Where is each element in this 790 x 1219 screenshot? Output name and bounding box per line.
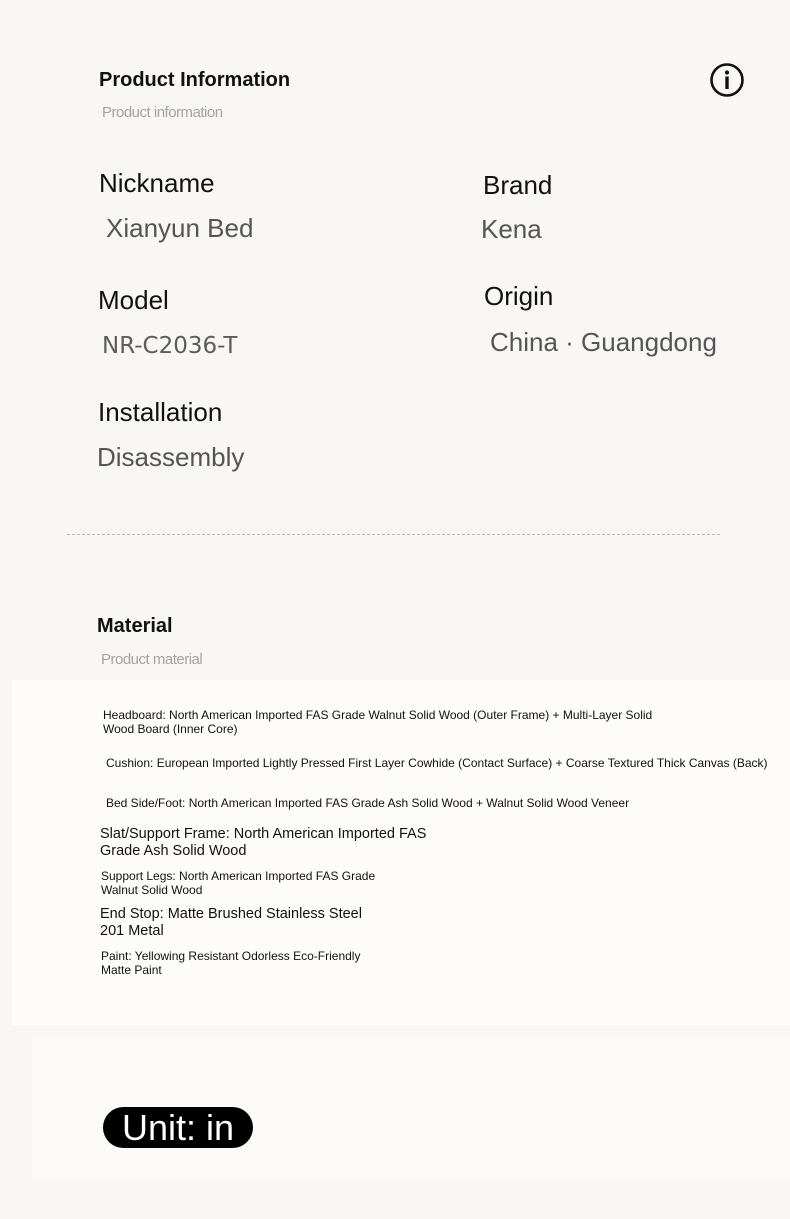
origin-value: China · Guangdong [490, 327, 717, 357]
nickname-value: Xianyun Bed [106, 213, 254, 243]
section-title-product-information: Product Information [99, 69, 291, 91]
brand-label: Brand [483, 170, 553, 200]
section-title-material: Material [97, 615, 173, 637]
installation-value: Disassembly [97, 442, 245, 472]
material-item-slat-support-frame: Slat/Support Frame: North American Imported FAS Grade Ash Solid Wood [100, 826, 427, 860]
section-divider [67, 534, 720, 535]
installation-label: Installation [98, 397, 223, 427]
model-value: NR-C2036-T [102, 333, 238, 359]
material-item-cushion: Cushion: European Imported Lightly Pressed First Layer Cowhide (Contact Surface) + Coarse Textured Thick Canvas (Back) [106, 756, 768, 770]
section-subtitle-material: Product material [101, 651, 203, 668]
material-item-headboard: Headboard: North American Imported FAS Grade Walnut Solid Wood (Outer Frame) + Multi-Layer Solid Wood Board (Inner Core) [103, 708, 653, 737]
material-item-support-legs: Support Legs: North American Imported FAS Grade Walnut Solid Wood [101, 869, 376, 898]
unit-badge: Unit: in [103, 1107, 253, 1148]
origin-label: Origin [484, 281, 554, 311]
brand-value: Kena [481, 214, 542, 244]
material-item-bed-side-foot: Bed Side/Foot: North American Imported FAS Grade Ash Solid Wood + Walnut Solid Wood Veneer [106, 796, 630, 810]
model-label: Model [98, 285, 169, 315]
material-item-paint: Paint: Yellowing Resistant Odorless Eco-Friendly Matte Paint [101, 949, 361, 978]
info-circle-icon[interactable] [709, 62, 745, 98]
nickname-label: Nickname [99, 168, 215, 198]
material-item-end-stop: End Stop: Matte Brushed Stainless Steel 201 Metal [100, 906, 362, 940]
section-subtitle-product-information: Product information [102, 104, 223, 121]
